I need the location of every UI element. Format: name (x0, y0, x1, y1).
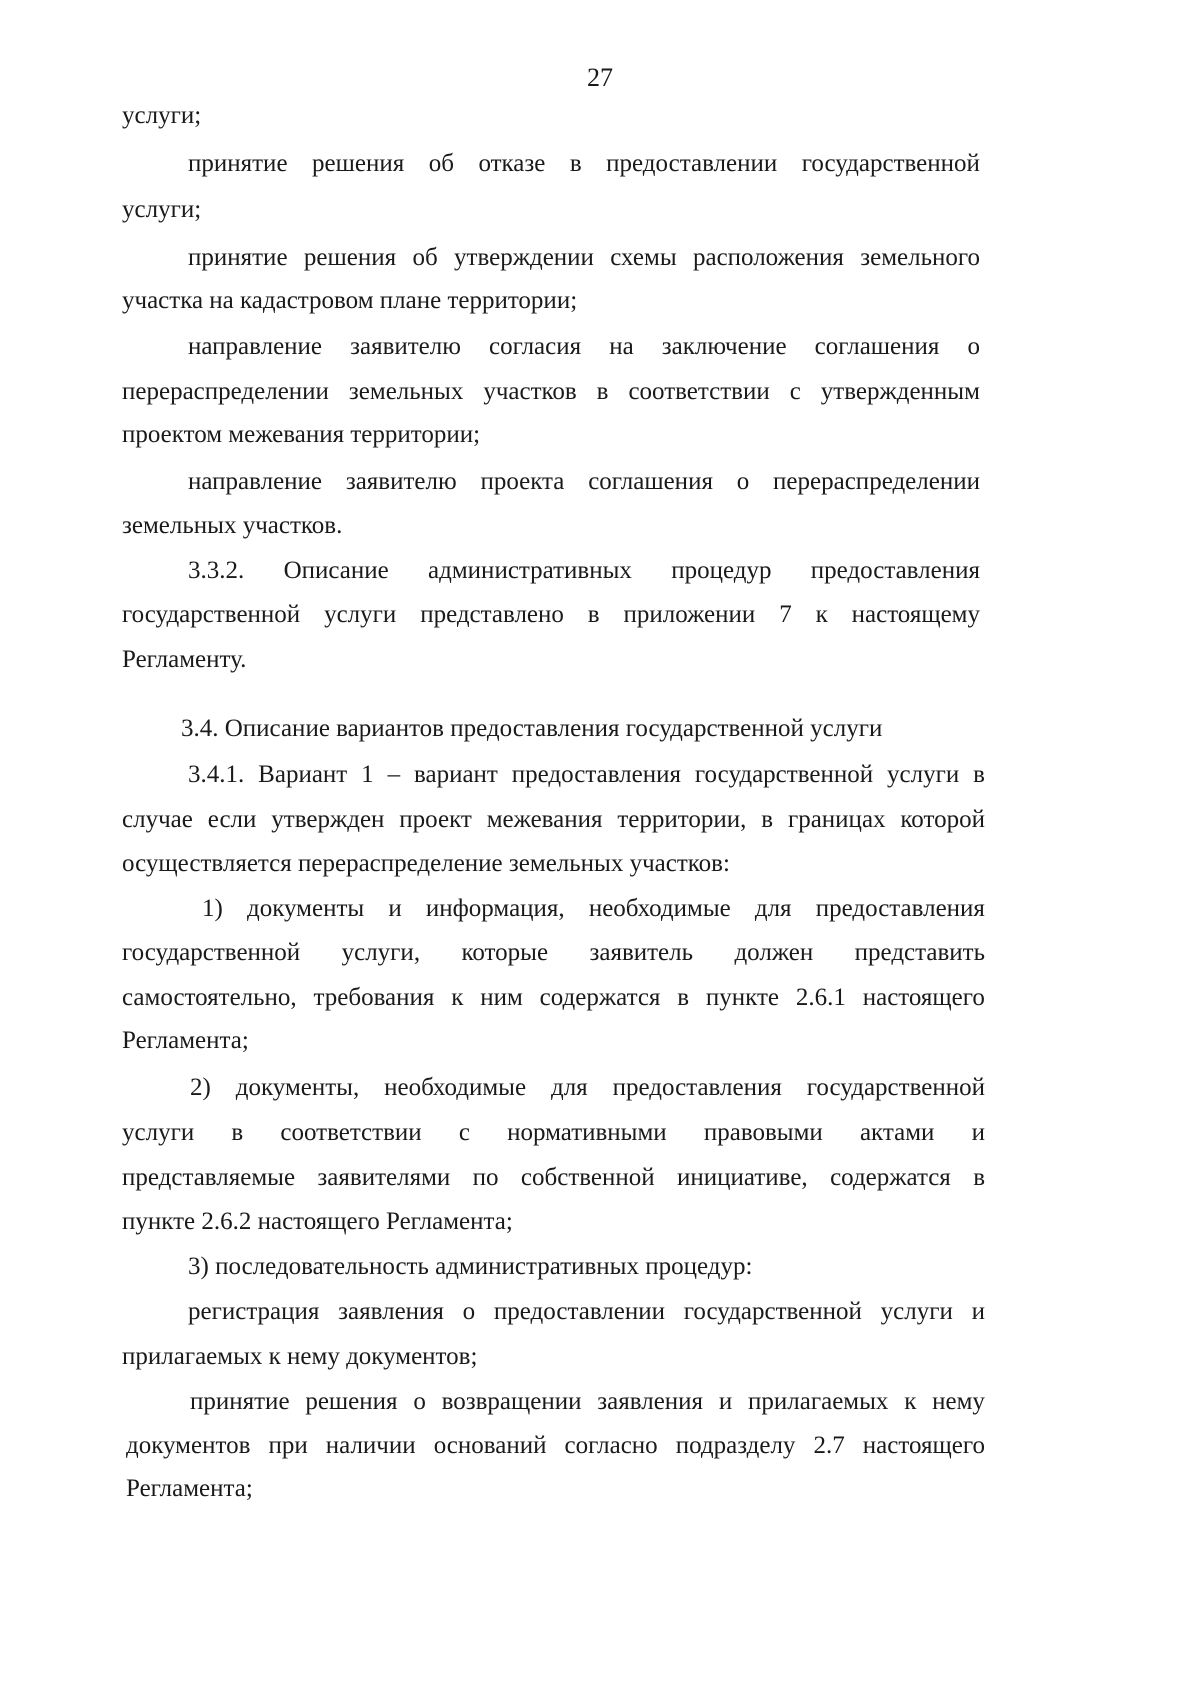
word: настоящему (851, 601, 980, 628)
word: заключение (661, 333, 787, 360)
word: прилагаемых (748, 1388, 889, 1415)
word: самостоятельно, (122, 984, 297, 1011)
word: в (761, 806, 774, 833)
word: ним (480, 984, 523, 1011)
text-line: Регламента; (122, 1027, 249, 1054)
word: государственной (694, 761, 874, 788)
word: услуги (122, 1119, 195, 1146)
word: заявления (338, 1298, 444, 1325)
word: процедур (671, 557, 772, 584)
text-line (188, 760, 985, 790)
word: к (815, 601, 828, 628)
text-line (202, 894, 985, 924)
word: которые (461, 939, 549, 966)
word: должен (734, 939, 814, 966)
word: участков (483, 378, 577, 405)
word: государственной (122, 939, 301, 966)
word: заявителями (317, 1164, 451, 1191)
word: заявителю (345, 468, 457, 495)
word: 2.7 (813, 1432, 845, 1459)
word: информация, (425, 895, 565, 922)
word: утвержден (271, 806, 385, 833)
word: регистрация (188, 1298, 320, 1325)
word: нему (932, 1388, 985, 1415)
word: предоставлении (493, 1298, 665, 1325)
word: Вариант (258, 761, 348, 788)
word: направление (188, 468, 323, 495)
text-line: услуги; (122, 196, 202, 223)
word: предоставления (815, 895, 985, 922)
word: инициативе, (677, 1164, 808, 1191)
word: услуги (324, 601, 397, 628)
word: правовыми (703, 1119, 823, 1146)
word: о (736, 468, 750, 495)
word: государственной (683, 1298, 862, 1325)
text-line: земельных участков. (122, 512, 343, 539)
word: пункте (705, 984, 780, 1011)
word: в (231, 1119, 244, 1146)
word: отказе (478, 150, 546, 177)
word: необходимые (384, 1074, 527, 1101)
word: и (971, 1298, 985, 1325)
word: и (388, 895, 402, 922)
word: для (550, 1074, 588, 1101)
word: согласия (488, 333, 582, 360)
word: к (451, 984, 464, 1011)
text-line (122, 983, 985, 1013)
word: и (971, 1119, 985, 1146)
word: перераспределении (773, 468, 980, 495)
text-line (122, 805, 985, 835)
word: расположения (692, 244, 844, 271)
word: земельных (348, 378, 464, 405)
word: услуги (880, 1298, 953, 1325)
word: в (677, 984, 690, 1011)
word: решения (303, 244, 397, 271)
word: – (387, 761, 401, 788)
word: документы (246, 895, 365, 922)
word: предоставления (511, 761, 681, 788)
word: которой (900, 806, 985, 833)
text-line: пункте 2.6.2 настоящего Регламента; (122, 1208, 513, 1235)
text-line: осуществляется перераспределение земельных участков: (122, 850, 730, 877)
word: 3.4.1. (188, 761, 245, 788)
word: принятие (188, 150, 288, 177)
word: наличии (325, 1432, 416, 1459)
word: с (789, 378, 801, 405)
text-line: проектом межевания территории; (122, 421, 481, 448)
word: решения (312, 150, 405, 177)
word: требования (313, 984, 435, 1011)
word: перераспределении (122, 378, 329, 405)
word: документы, (235, 1074, 360, 1101)
word: представлено (420, 601, 564, 628)
word: государственной (122, 601, 301, 628)
word: случае (122, 806, 193, 833)
word: проекта (480, 468, 565, 495)
word: предоставлении (606, 150, 778, 177)
word: схемы (610, 244, 677, 271)
word: содержатся (830, 1164, 951, 1191)
word: с (458, 1119, 470, 1146)
word: к (904, 1388, 917, 1415)
word: земельного (860, 244, 980, 271)
word: в (569, 150, 582, 177)
word: представить (854, 939, 985, 966)
word: настоящего (862, 984, 985, 1011)
word: документов (126, 1432, 251, 1459)
text-line (122, 600, 980, 630)
word: соглашения (588, 468, 713, 495)
word: необходимые (588, 895, 731, 922)
word: и (718, 1388, 733, 1415)
word: услуги, (341, 939, 421, 966)
text-line: Регламенту. (122, 646, 247, 673)
word: собственной (520, 1164, 655, 1191)
word: 7 (779, 601, 792, 628)
text-line (188, 556, 980, 586)
word: в (596, 378, 609, 405)
word: представляемые (122, 1164, 296, 1191)
section-heading: 3.4. Описание вариантов предоставления государственной услуги (181, 715, 883, 742)
word: утверждении (454, 244, 594, 271)
word: соответствии (280, 1119, 422, 1146)
word: возвращении (441, 1388, 582, 1415)
text-line: прилагаемых к нему документов; (122, 1343, 478, 1370)
word: административных (428, 557, 632, 584)
word: согласно (564, 1432, 658, 1459)
word: в (973, 761, 985, 788)
word: 2.6.1 (795, 984, 846, 1011)
word: заявителю (350, 333, 461, 360)
word: оснований (433, 1432, 547, 1459)
text-line (122, 938, 985, 968)
word: принятие (190, 1388, 290, 1415)
word: территории, (617, 806, 747, 833)
word: заявления (597, 1388, 704, 1415)
word: подразделу (675, 1432, 796, 1459)
word: о (967, 333, 980, 360)
word: границах (787, 806, 886, 833)
word: предоставления (612, 1074, 782, 1101)
text-line (188, 1297, 985, 1327)
word: о (413, 1388, 426, 1415)
text-line (188, 149, 980, 179)
word: проект (399, 806, 472, 833)
text-line (190, 1073, 985, 1103)
word: межевания (486, 806, 603, 833)
text-line (190, 1387, 985, 1417)
word: об (428, 150, 454, 177)
word: направление (188, 333, 323, 360)
word: соглашения (814, 333, 940, 360)
text-line (188, 467, 980, 497)
word: принятие (188, 244, 288, 271)
word: услуги (887, 761, 960, 788)
text-line (122, 1163, 985, 1193)
word: государственной (806, 1074, 985, 1101)
text-line: участка на кадастровом плане территории; (122, 287, 578, 314)
word: государственной (801, 150, 980, 177)
word: в (973, 1164, 985, 1191)
word: актами (859, 1119, 935, 1146)
text-line: 3) последовательность административных процедур: (188, 1253, 753, 1280)
word: содержатся (539, 984, 661, 1011)
word: при (268, 1432, 308, 1459)
text-line: Регламента; (126, 1475, 253, 1502)
text-line (188, 332, 980, 362)
word: утвержденным (820, 378, 980, 405)
word: вариант (414, 761, 498, 788)
word: 1) (202, 895, 223, 922)
word: 1 (361, 761, 374, 788)
word: об (412, 244, 438, 271)
text-line (122, 377, 980, 407)
word: на (609, 333, 634, 360)
word: 3.3.2. (188, 557, 245, 584)
word: предоставления (810, 557, 980, 584)
word: для (754, 895, 792, 922)
text-line (126, 1431, 985, 1461)
word: по (472, 1164, 499, 1191)
word: нормативными (507, 1119, 667, 1146)
word: о (462, 1298, 476, 1325)
word: решения (305, 1388, 398, 1415)
text-line (122, 1118, 985, 1148)
word: соответствии (628, 378, 770, 405)
word: заявитель (589, 939, 694, 966)
word: в (587, 601, 600, 628)
page-number: 27 (587, 63, 613, 92)
word: если (207, 806, 257, 833)
word: настоящего (862, 1432, 985, 1459)
word: Описание (283, 557, 389, 584)
word: 2) (190, 1074, 211, 1101)
text-line (188, 243, 980, 273)
text-line: услуги; (122, 102, 202, 129)
word: приложении (623, 601, 756, 628)
